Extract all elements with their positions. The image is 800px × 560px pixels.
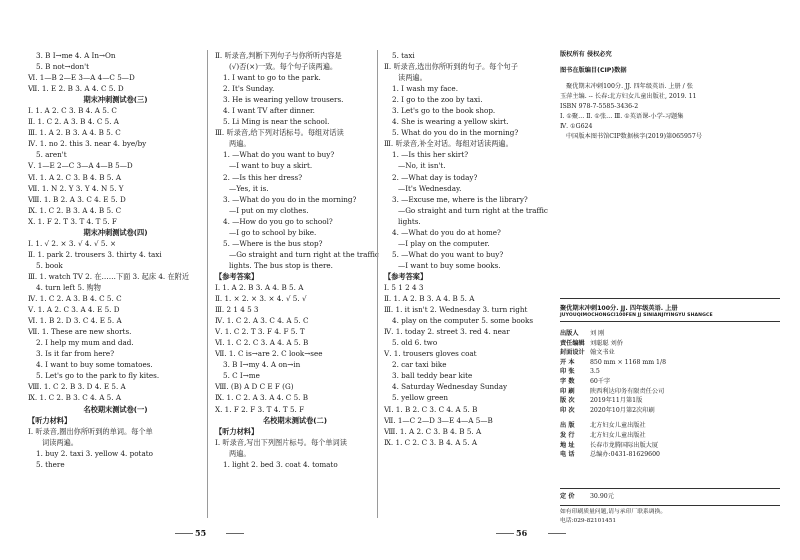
answer-line: 1. I want to go to the park. xyxy=(223,73,321,83)
answer-line: 5. Let's go to the park to fly kites. xyxy=(36,371,160,381)
answer-line: —I want to buy some books. xyxy=(398,260,501,270)
answer-line: 词读两遍。 xyxy=(42,437,78,447)
page-number-dash xyxy=(548,533,566,534)
notice-line: 电话:029-82101451 xyxy=(560,518,617,524)
answer-column-1 xyxy=(28,50,203,470)
answer-line: Ⅶ. 1. C is→are 2. C look→see xyxy=(215,349,323,359)
spec-label: 封面设计 xyxy=(560,349,585,357)
answer-line: Ⅴ. 1. C 2. T 3. F 4. F 5. T xyxy=(215,327,305,337)
spec-value: 长春市龙腾国际出版大厦 xyxy=(590,441,659,449)
answer-line: Ⅶ. 1. N 2. Y 3. Y 4. N 5. Y xyxy=(28,183,124,193)
answer-line: 2. —Is this her dress? xyxy=(223,172,303,182)
answer-line: Ⅵ. 1. B 2. D 3. C 4. E 5. A xyxy=(28,316,122,326)
spec-row xyxy=(560,348,780,358)
answer-line: 4. I want to buy some tomatoes. xyxy=(36,360,153,370)
answer-line: —I want to buy a skirt. xyxy=(229,161,313,171)
answer-line: 2. car taxi bike xyxy=(392,360,447,370)
answer-line: 2. I help my mum and dad. xyxy=(36,338,134,348)
section-heading: 【参考答案】 xyxy=(215,271,259,281)
answer-line: Ⅸ. 1. C 2. C 3. B 4. A 5. A xyxy=(384,437,478,447)
page-number-dash xyxy=(175,533,193,534)
answer-line: Ⅵ. 1—B 2—E 3—A 4—C 5—D xyxy=(28,73,135,83)
cip-line: ISBN 978-7-5585-3436-2 xyxy=(560,103,639,110)
spec-label: 地 址 xyxy=(560,441,575,449)
answer-line: Ⅰ. 1. A 2. C 3. B 4. A 5. C xyxy=(28,106,117,116)
answer-line: Ⅱ. 1. A 2. B 3. A 4. B 5. A xyxy=(384,294,475,304)
spec-label: 印 刷 xyxy=(560,387,575,395)
spec-row xyxy=(560,329,780,339)
spec-row xyxy=(560,406,780,416)
cip-data xyxy=(560,82,780,142)
answer-line: 1. light 2. bed 3. coat 4. tomato xyxy=(223,459,338,469)
answer-line: 5. book xyxy=(36,260,63,270)
price-row xyxy=(560,492,780,502)
test-title: 名校期末测试卷(一) xyxy=(83,404,148,414)
answer-line: 5. —What do you want to buy? xyxy=(392,249,504,259)
test-title: 名校期末测试卷(二) xyxy=(262,415,328,425)
book-header xyxy=(560,298,780,322)
test-title: 期末冲刺测试卷(三) xyxy=(83,95,148,105)
spec-label: 开 本 xyxy=(560,358,575,366)
answer-line: Ⅴ. 1. trousers gloves coat xyxy=(384,349,477,359)
answer-line: Ⅸ. 1. C 2. B 3. A 4. B 5. C xyxy=(28,205,122,215)
spec-value: 3.5 xyxy=(590,368,600,376)
cip-line: 中国版本图书馆CIP数据核字(2019)第065957号 xyxy=(566,133,702,140)
copyright-notice: 版权所有 侵权必究 xyxy=(560,51,612,58)
spec-row xyxy=(560,339,780,349)
answer-line: 5. aren't xyxy=(36,150,67,160)
answer-line: 5. What do you do in the morning? xyxy=(392,128,519,138)
answer-line: 3. He is wearing yellow trousers. xyxy=(223,95,344,105)
column-divider xyxy=(377,50,378,518)
section-heading: 【听力材料】 xyxy=(215,426,259,436)
spec-label: 印 次 xyxy=(560,406,575,414)
answer-line: Ⅳ. 1. C 2. A 3. B 4. C 5. C xyxy=(28,294,122,304)
answer-line: 2. —What day is today? xyxy=(392,172,478,182)
spec-value: 北方妇女儿童出版社 xyxy=(590,422,646,430)
answer-line: 4. She is wearing a yellow skirt. xyxy=(392,117,509,127)
spec-label: 出 版 xyxy=(560,422,575,430)
answer-line: Ⅰ. 1. √ 2. × 3. √ 4. √ 5. × xyxy=(28,238,117,248)
book-title: 聚优期末冲刺100分. JJ. 四年级英语. 上册 xyxy=(560,305,678,312)
answer-line: 5. old 6. two xyxy=(392,338,438,348)
answer-line: 4. —How do you go to school? xyxy=(223,216,333,226)
answer-line: Ⅶ. 1—C 2—D 3—E 4—A 5—B xyxy=(384,415,493,425)
answer-line: 3. Let's go to the book shop. xyxy=(392,106,496,116)
answer-line: 5. Li Ming is near the school. xyxy=(223,117,330,127)
answer-line: 读两遍。 xyxy=(398,73,427,83)
answer-line: 5. C I→me xyxy=(223,371,260,381)
cip-line: 玉萍主编. -- 长春:北方妇女儿童出版社, 2019. 11 xyxy=(560,93,697,100)
spec-value: 总编办:0431-81629600 xyxy=(590,451,660,459)
spec-row xyxy=(560,396,780,406)
spec-value: 翰文书业 xyxy=(590,349,615,357)
spec-label: 出版人 xyxy=(560,330,579,337)
page-number-right: 56 xyxy=(516,528,528,538)
spec-value: 2019年11月第1版 xyxy=(590,397,643,405)
book-title-pinyin: JUYOUQIMOCHONGCI100FEN JJ SINIANJIYINGYU SHANGCE xyxy=(560,313,780,322)
answer-line: Ⅲ. 1. it isn't 2. Wednesday 3. turn right xyxy=(384,305,528,315)
answer-line: Ⅱ. 1. × 2. × 3. × 4. √ 5. √ xyxy=(215,294,307,304)
page-number-dash xyxy=(226,533,244,534)
page-number-dash xyxy=(496,533,514,534)
answer-line: Ⅳ. 1. today 2. street 3. red 4. near xyxy=(384,327,510,337)
spec-label: 印 张 xyxy=(560,368,575,376)
answer-line: 1. I wash my face. xyxy=(392,84,458,94)
answer-line: 5. there xyxy=(36,459,65,469)
answer-line: 4. I want TV after dinner. xyxy=(223,106,315,116)
page-number-left: 55 xyxy=(195,528,207,538)
cip-title: 图书在版编目(CIP)数据 xyxy=(560,67,627,74)
answer-line: 5. —Where is the bus stop? xyxy=(223,238,323,248)
answer-line: Ⅵ. 1. C 2. C 3. A 4. A 5. B xyxy=(215,338,309,348)
answer-column-2 xyxy=(215,50,379,470)
notice-line: 如有印刷质量问题,请与承印厂联系调换。 xyxy=(560,509,667,515)
answer-line: Ⅳ. 1. no 2. this 3. near 4. bye/by xyxy=(28,139,147,149)
spec-value: 850 mm × 1168 mm 1/8 xyxy=(590,358,667,366)
answer-line: 3. —Excuse me, where is the library? xyxy=(392,194,528,204)
spec-value: 刘聪聪 刘侨 xyxy=(590,339,623,347)
answer-line: Ⅴ. 1. A 2. C 3. A 4. E 5. D xyxy=(28,305,120,315)
answer-line: lights. The bus stop is there. xyxy=(229,260,333,270)
answer-line: Ⅹ. 1. F 2. T 3. T 4. T 5. F xyxy=(28,216,117,226)
publication-specs xyxy=(560,329,780,460)
spec-value: 刘 刚 xyxy=(590,330,605,337)
test-title: 期末冲刺测试卷(四) xyxy=(83,227,148,237)
cip-line: Ⅰ. ①聚… Ⅱ. ①张… Ⅲ. ①英语课-小学-习题集 xyxy=(560,113,684,120)
answer-line: 3. B I→me 4. A In→On xyxy=(36,51,116,60)
spec-value: 陕西利达印务有限责任公司 xyxy=(590,387,665,395)
answer-line: —It's Wednesday. xyxy=(398,183,462,193)
answer-line: Ⅹ. 1. F 2. F 3. T 4. T 5. F xyxy=(215,404,305,414)
answer-line: Ⅷ. 1. A 2. C 3. B 4. B 5. A xyxy=(384,426,482,436)
answer-line: 3. —What do you do in the morning? xyxy=(223,194,357,204)
answer-line: Ⅱ. 听录音,判断下列句子与你所听内容是 xyxy=(215,51,342,60)
price-label: 定 价 xyxy=(560,493,575,500)
answer-line: Ⅱ. 1. park 2. trousers 3. thirty 4. taxi xyxy=(28,249,162,259)
answer-line: 1. —Is this her skirt? xyxy=(392,150,469,160)
spec-value: 60千字 xyxy=(590,377,611,385)
spec-row xyxy=(560,431,780,441)
answer-line: Ⅲ. 1. A 2. B 3. A 4. B 5. C xyxy=(28,128,121,138)
cip-line: 聚优期末冲刺100分. JJ. 四年级英语. 上册 / 张 xyxy=(566,83,693,90)
answer-column-3 xyxy=(384,50,548,448)
answer-line: Ⅲ. 听录音,给下列对话标号。每组对话读 xyxy=(215,128,344,138)
answer-line: Ⅷ. 1. B 2. A 3. C 4. E 5. D xyxy=(28,194,126,204)
answer-line: Ⅸ. 1. C 2. A 3. A 4. C 5. B xyxy=(215,393,309,403)
answer-line: (√)否(×)一致。每个句子读两遍。 xyxy=(229,62,338,72)
spec-row xyxy=(560,367,780,377)
answer-line: —Go straight and turn right at the traffic xyxy=(398,205,548,215)
section-heading: 【听力材料】 xyxy=(28,415,72,425)
spec-label: 版 次 xyxy=(560,397,575,405)
answer-line: 2. It's Sunday. xyxy=(223,84,275,94)
answer-line: —I go to school by bike. xyxy=(229,227,317,237)
spec-value: 北方妇女儿童出版社 xyxy=(590,431,646,439)
answer-line: Ⅴ. 1—E 2—C 3—A 4—B 5—D xyxy=(28,161,133,171)
answer-line: Ⅰ. 5 1 2 4 3 xyxy=(384,282,424,292)
answer-line: 4. turn left 5. 购物 xyxy=(36,282,101,292)
spec-row xyxy=(560,387,780,397)
spec-row xyxy=(560,421,780,431)
answer-line: Ⅱ. 1. C 2. A 3. B 4. C 5. A xyxy=(28,117,119,127)
answer-line: Ⅰ. 听录音,圈出你所听到的单词。每个单 xyxy=(28,426,153,436)
spec-row xyxy=(560,441,780,451)
answer-line: 两遍。 xyxy=(229,139,251,149)
answer-line: Ⅲ. 听录音,补全对话。每组对话读两遍。 xyxy=(384,139,513,149)
answer-line: —I put on my clothes. xyxy=(229,205,309,215)
spec-label: 电 话 xyxy=(560,451,575,459)
answer-line: Ⅱ. 听录音,选出你所听到的句子。每个句子 xyxy=(384,62,518,72)
answer-line: 两遍。 xyxy=(229,448,251,458)
spec-row xyxy=(560,377,780,387)
answer-line: 4. —What do you do at home? xyxy=(392,227,501,237)
answer-line: 1. buy 2. taxi 3. yellow 4. potato xyxy=(36,448,153,458)
answer-line: Ⅷ. (B) A D C E F (G) xyxy=(215,382,294,392)
answer-line: 4. play on the computer 5. some books xyxy=(392,316,534,326)
answer-line: 5. yellow green xyxy=(392,393,448,403)
answer-line: Ⅶ. 1. These are new shorts. xyxy=(28,327,132,337)
price-value: 30.90元 xyxy=(590,493,614,500)
spec-row xyxy=(560,450,780,460)
answer-line: 1. —What do you want to buy? xyxy=(223,150,335,160)
answer-line: 3. ball teddy bear kite xyxy=(392,371,473,381)
spec-label: 发 行 xyxy=(560,431,575,439)
spec-value: 2020年10月第2次印刷 xyxy=(590,406,655,414)
answer-line: Ⅸ. 1. C 2. B 3. C 4. A 5. A xyxy=(28,393,122,403)
copyright-block xyxy=(560,50,780,142)
answer-line: Ⅰ. 1. A 2. B 3. A 4. B 5. A xyxy=(215,282,304,292)
answer-line: Ⅵ. 1. B 2. C 3. C 4. A 5. B xyxy=(384,404,478,414)
answer-line: 5. taxi xyxy=(392,51,415,60)
spec-label: 责任编辑 xyxy=(560,339,585,347)
column-divider xyxy=(207,50,208,518)
answer-line: Ⅲ. 2 1 4 5 3 xyxy=(215,305,259,315)
answer-line: 3. Is it far from here? xyxy=(36,349,115,359)
print-notice xyxy=(560,505,780,526)
section-heading: 【参考答案】 xyxy=(384,271,428,281)
answer-line: —Go straight and turn right at the traffic xyxy=(229,249,379,259)
answer-line: Ⅷ. 1. C 2. B 3. D 4. E 5. A xyxy=(28,382,126,392)
answer-line: —No, it isn't. xyxy=(398,161,446,171)
answer-line: 4. Saturday Wednesday Sunday xyxy=(392,382,508,392)
spec-row xyxy=(560,358,780,368)
answer-line: lights. xyxy=(398,216,421,226)
divider xyxy=(560,488,780,489)
cip-line: Ⅳ. ①G624 xyxy=(560,123,593,130)
answer-line: —I play on the computer. xyxy=(398,238,490,248)
answer-line: Ⅰ. 听录音,写出下列图片标号。每个单词读 xyxy=(215,437,347,447)
answer-line: Ⅵ. 1. A 2. C 3. B 4. B 5. A xyxy=(28,172,122,182)
answer-line: 3. B I→my 4. A on→in xyxy=(223,360,301,370)
answer-line: Ⅶ. 1. E 2. B 3. A 4. C 5. D xyxy=(28,84,124,94)
answer-line: 5. B not→don't xyxy=(36,62,89,72)
answer-line: —Yes, it is. xyxy=(229,183,269,193)
spec-label: 字 数 xyxy=(560,377,575,385)
answer-line: Ⅳ. 1. C 2. A 3. C 4. A 5. C xyxy=(215,316,309,326)
answer-line: Ⅲ. 1. watch TV 2. 在……下面 3. 起床 4. 在附近 xyxy=(28,271,190,281)
answer-line: 2. I go to the zoo by taxi. xyxy=(392,95,483,105)
